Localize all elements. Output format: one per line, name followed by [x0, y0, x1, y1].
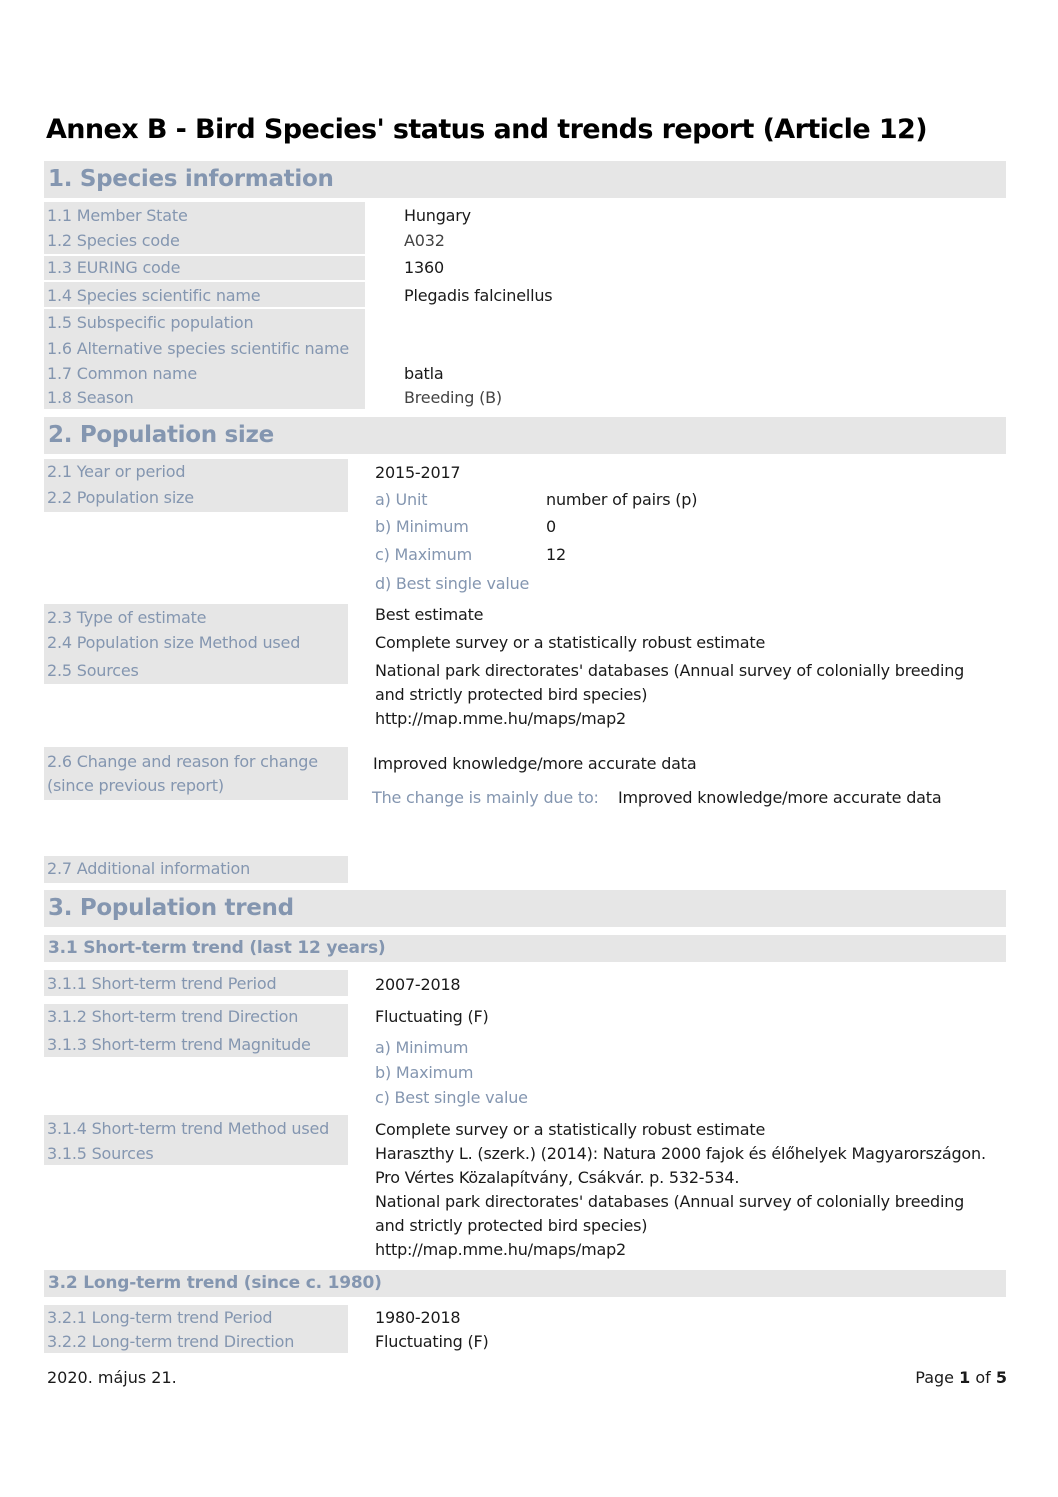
label-common-name: 1.7 Common name — [47, 364, 198, 383]
label-method-used: 2.4 Population size Method used — [47, 633, 301, 652]
value-maximum: 12 — [546, 545, 566, 564]
label-scientific-name: 1.4 Species scientific name — [47, 286, 261, 305]
label-short-term-maximum: b) Maximum — [375, 1063, 474, 1082]
label-short-term-direction: 3.1.2 Short-term trend Direction — [47, 1007, 299, 1026]
value-species-code: A032 — [404, 231, 445, 250]
section-header-population-size — [44, 417, 1006, 454]
value-long-term-period: 1980-2018 — [375, 1308, 461, 1327]
label-additional-information: 2.7 Additional information — [47, 859, 251, 878]
value-short-term-period: 2007-2018 — [375, 975, 461, 994]
label-sources: 2.5 Sources — [47, 661, 139, 680]
value-short-term-sources-line-2: Pro Vértes Közalapítvány, Csákvár. p. 532-534. — [375, 1168, 740, 1187]
value-short-term-sources-line-3: National park directorates' databases (Annual survey of colonially breeding — [375, 1192, 965, 1211]
value-short-term-sources-line-4: and strictly protected bird species) — [375, 1216, 648, 1235]
subsection-header-label: 3.1 Short-term trend (last 12 years) — [48, 938, 386, 958]
label-species-code: 1.2 Species code — [47, 231, 180, 250]
value-euring-code: 1360 — [404, 258, 444, 277]
label-type-of-estimate: 2.3 Type of estimate — [47, 608, 207, 627]
value-member-state: Hungary — [404, 206, 471, 225]
section-header-population-trend — [44, 890, 1006, 927]
label-short-term-method: 3.1.4 Short-term trend Method used — [47, 1119, 330, 1138]
value-season: Breeding (B) — [404, 388, 502, 407]
document-title: Annex B - Bird Species' status and trends report (Article 12) — [46, 114, 927, 145]
footer-date: 2020. május 21. — [47, 1368, 177, 1387]
value-year-or-period: 2015-2017 — [375, 463, 461, 482]
label-subspecific-population: 1.5 Subspecific population — [47, 313, 254, 332]
label-alternative-name: 1.6 Alternative species scientific name — [47, 339, 350, 358]
label-short-term-minimum: a) Minimum — [375, 1038, 469, 1057]
label-year-or-period: 2.1 Year or period — [47, 462, 186, 481]
page-total: 5 — [995, 1368, 1007, 1387]
value-method-used: Complete survey or a statistically robust estimate — [375, 633, 766, 652]
value-long-term-direction: Fluctuating (F) — [375, 1332, 489, 1351]
label-short-term-magnitude: 3.1.3 Short-term trend Magnitude — [47, 1035, 311, 1054]
value-short-term-sources-line-5: http://map.mme.hu/maps/map2 — [375, 1240, 627, 1259]
value-minimum: 0 — [546, 517, 556, 536]
value-change-reason: Improved knowledge/more accurate data — [373, 754, 697, 773]
label-minimum: b) Minimum — [375, 517, 469, 536]
page-of: of — [975, 1368, 991, 1387]
section-header-label: 3. Population trend — [48, 895, 294, 921]
subsection-header-short-term-trend — [44, 935, 1006, 962]
value-sources-line-3: http://map.mme.hu/maps/map2 — [375, 709, 627, 728]
page-current: 1 — [959, 1368, 971, 1387]
subsection-header-long-term-trend — [44, 1270, 1006, 1297]
subsection-header-label: 3.2 Long-term trend (since c. 1980) — [48, 1273, 382, 1293]
label-change-reason-line-2: (since previous report) — [47, 776, 224, 795]
value-common-name: batla — [404, 364, 444, 383]
value-short-term-method: Complete survey or a statistically robust estimate — [375, 1120, 766, 1139]
value-short-term-sources-line-1: Haraszthy L. (szerk.) (2014): Natura 2000 fajok és élőhelyek Magyarországon. — [375, 1144, 986, 1163]
label-season: 1.8 Season — [47, 388, 134, 407]
label-change-due-to: The change is mainly due to: — [372, 788, 599, 807]
value-sources-line-2: and strictly protected bird species) — [375, 685, 648, 704]
value-type-of-estimate: Best estimate — [375, 605, 484, 624]
value-unit: number of pairs (p) — [546, 490, 698, 509]
label-short-term-sources: 3.1.5 Sources — [47, 1144, 154, 1163]
page-prefix: Page — [915, 1368, 955, 1387]
value-short-term-direction: Fluctuating (F) — [375, 1007, 489, 1026]
value-sources-line-1: National park directorates' databases (Annual survey of colonially breeding — [375, 661, 965, 680]
section-header-label: 2. Population size — [48, 422, 274, 448]
label-long-term-direction: 3.2.2 Long-term trend Direction — [47, 1332, 295, 1351]
label-population-size: 2.2 Population size — [47, 488, 194, 507]
footer-page-number — [915, 1368, 1007, 1387]
value-scientific-name: Plegadis falcinellus — [404, 286, 553, 305]
label-long-term-period: 3.2.1 Long-term trend Period — [47, 1308, 273, 1327]
label-change-reason-line-1: 2.6 Change and reason for change — [47, 752, 318, 771]
label-short-term-best-value: c) Best single value — [375, 1088, 528, 1107]
value-change-due-to: Improved knowledge/more accurate data — [618, 788, 942, 807]
label-euring-code: 1.3 EURING code — [47, 258, 181, 277]
label-member-state: 1.1 Member State — [47, 206, 188, 225]
label-maximum: c) Maximum — [375, 545, 472, 564]
section-header-species-information — [44, 161, 1006, 198]
label-short-term-period: 3.1.1 Short-term trend Period — [47, 974, 277, 993]
label-unit: a) Unit — [375, 490, 428, 509]
section-header-label: 1. Species information — [48, 166, 334, 192]
label-best-single-value: d) Best single value — [375, 574, 530, 593]
